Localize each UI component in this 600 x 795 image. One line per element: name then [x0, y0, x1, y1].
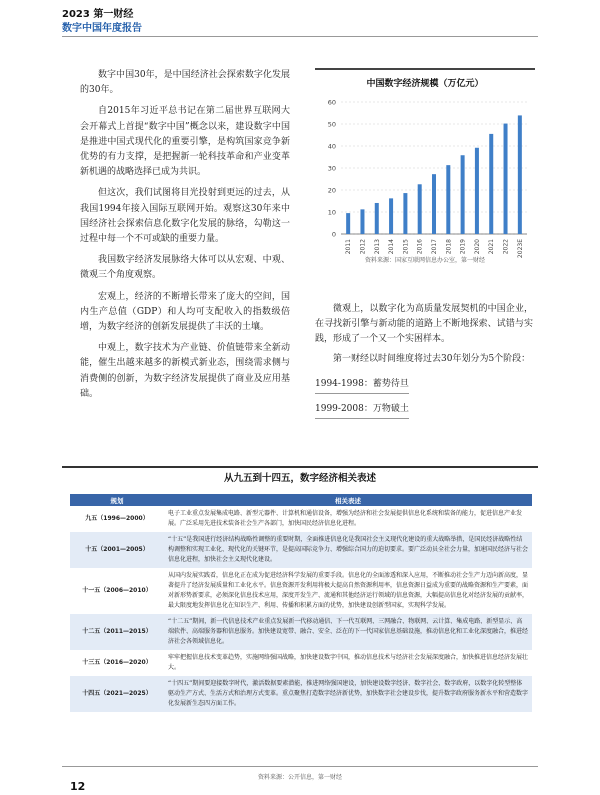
- table-header-row: [70, 494, 532, 506]
- x-tick-label: 2013: [373, 239, 381, 255]
- bar: [461, 155, 465, 234]
- bar: [375, 203, 379, 234]
- table-row: [70, 568, 532, 614]
- bar: [475, 148, 479, 234]
- table-title: 从九五到十四五，数字经济相关表述: [223, 473, 376, 484]
- left-column: [80, 68, 290, 408]
- y-tick-label: 20: [327, 186, 336, 195]
- bar: [504, 124, 508, 234]
- right-column: [315, 302, 533, 421]
- body-paragraph: 我国数字经济发展脉络大体可以从宏观、中观、微观三个角度观察。: [80, 255, 290, 281]
- chart-top-rule: [315, 68, 535, 70]
- body-paragraph: 宏观上，经济的不断增长带来了庞大的空间，国内生产总值（GDP）和人均可支配收入的指数级倍增，为数字经济的创新发展提供了丰沃的土壤。: [80, 291, 290, 333]
- x-tick-label: 2012: [359, 239, 367, 255]
- stage-item: 1994-1998：蓄势待旦: [315, 377, 409, 394]
- body-paragraph: 第一财经以时间维度将过去30年划分为5个阶段：: [333, 353, 531, 364]
- plan-cell: 十二五（2011—2015）: [70, 614, 164, 650]
- body-paragraph: 自2015年习近平总书记在第二届世界互联网大会开幕式上首提“数字中国”概念以来，建设数字中国是推进中国式现代化的重要引擎，是构筑国家竞争新优势的有力支撑，是把握新一轮科技革命和产业变革新机遇的战略选择已成为共识。: [80, 106, 290, 178]
- x-tick-label: 2023E: [516, 239, 524, 259]
- x-tick-label: 2019: [459, 239, 467, 255]
- bar: [432, 174, 436, 234]
- text-cell: “十二五”期间，新一代信息技术产业重点发展新一代移动通信、下一代互联网、三网融合、物联网、云计算、集成电路、新型显示、高端软件、高端服务器和信息服务。加快建设宽带、融合、安全、泛在的下一代国家信息基础设施，推动信息化和工业化深度融合，推进经济社会各领域信息化。: [164, 614, 532, 650]
- x-tick-label: 2020: [473, 239, 481, 255]
- body-paragraph: 但这次，我们试图将目光投射到更远的过去，从我国1994年接入国际互联网开始。观察这30年来中国经济社会探索信息化数字化发展的脉络，勾勒这一过程中每一个不可或缺的重要力量。: [80, 188, 290, 245]
- plan-cell: 十五（2001—2005）: [70, 532, 164, 568]
- bar: [360, 209, 364, 234]
- table-bottom-rule: [62, 766, 538, 767]
- text-cell: 从国内发展实践看，信息化正在成为促进经济科学发展的重要手段。信息化的全面渗透和深入应用，不断推动社会生产力迈向新高度，显著提升了经济发展质量和工业化水平。信息资源开发利用将极大提高自然资源利用率，信息资源日益成为重要的战略资源和生产要素，面对新形势新要求，必须深化信息技术应用，深度开发生产、流通和其他经济运行领域的信息资源，大幅提高信息化对经济发展的贡献率，最大限度地发挥信息化在知识生产、利用、传播和积累方面的优势，加快建设创新型国家，实现科学发展。: [168, 572, 529, 609]
- y-tick-label: 40: [327, 142, 336, 151]
- x-tick-label: 2022: [502, 239, 510, 255]
- y-tick-label: 30: [327, 164, 336, 173]
- table-row: [70, 676, 532, 712]
- table-row: [70, 614, 532, 650]
- x-tick-label: 2021: [488, 239, 496, 255]
- y-tick-label: 10: [327, 208, 336, 217]
- table-source: 资料来源：公开信息，第一财经: [257, 774, 342, 781]
- bar: [346, 213, 350, 234]
- plan-cell: 十一五（2006—2010）: [82, 587, 152, 594]
- page-number: 12: [70, 780, 86, 793]
- y-tick-label: 50: [327, 120, 336, 129]
- table-top-rule: [62, 466, 538, 468]
- x-tick-label: 2018: [445, 239, 453, 255]
- bar: [403, 193, 407, 234]
- table-row: [70, 532, 532, 568]
- table-row: [70, 650, 532, 676]
- x-tick-label: 2015: [402, 239, 410, 255]
- body-paragraph: 数字中国30年，是中国经济社会探索数字化发展的30年。: [80, 70, 290, 96]
- bar-chart-svg: [315, 90, 535, 270]
- chart-source: 资料来源：国家互联网信息办公室，第一财经: [364, 257, 485, 264]
- bar: [518, 115, 522, 234]
- plan-cell: 十四五（2021—2025）: [70, 676, 164, 712]
- text-cell: 电子工业重点发展集成电路、新型元器件、计算机和通信设备，增强为经济和社会发展提供信息化系统和装备的能力，促进信息产业发展。广泛采用先进技术装备社会生产各部门，加快国民经济信息化进程。: [168, 510, 523, 527]
- bar: [389, 198, 393, 234]
- body-paragraph: 中观上，数字技术为产业链、价值链带来全新动能，催生出越来越多的新模式新业态，围绕需求侧与消费侧的创新，为数字经济发展提供了商业及应用基础。: [80, 343, 290, 399]
- y-tick-label: 0: [331, 230, 336, 239]
- plans-table: [70, 494, 532, 712]
- bar: [446, 165, 450, 234]
- column-header-text: 相关表述: [164, 494, 532, 506]
- text-cell: 牢牢把握信息技术变革趋势，实施网络强国战略，加快建设数字中国，推动信息技术与经济社会发展深度融合，加快推进信息经济发展壮大。: [168, 654, 529, 671]
- digital-economy-chart: [315, 68, 535, 288]
- x-tick-label: 2016: [416, 239, 424, 255]
- publication-year: 2023 第一财经: [62, 9, 134, 20]
- body-paragraph: 微观上，以数字化为高质量发展契机的中国企业，在寻找新引擎与新动能的道路上不断地探索、试错与实践，形成了一个又一个实困样本。: [315, 304, 533, 345]
- y-tick-label: 60: [327, 98, 336, 107]
- text-cell: “十五”是我国进行经济结构战略性调整的重要时期，全面推进信息化是我国社会主义现代化建设的重大战略举措，是国民经济战略性结构调整和实现工业化、现代化的关键环节，是提高国际竞争力、增强综合国力的迫切要求。要广泛动员全社会力量，加速国民经济与社会信息化进程，加快社会主义现代化建设。: [164, 532, 532, 568]
- chart-title: 中国数字经济规模（万亿元）: [366, 79, 484, 89]
- stage-item: 1999-2008：万物破土: [315, 402, 409, 419]
- bar: [489, 134, 493, 234]
- x-tick-label: 2017: [431, 239, 438, 255]
- x-tick-label: 2011: [345, 239, 353, 255]
- bar: [418, 184, 422, 234]
- x-tick-label: 2014: [388, 239, 396, 255]
- table-row: [70, 506, 532, 532]
- publication-subtitle: 数字中国年度报告: [62, 23, 142, 34]
- publication-brand: [62, 8, 142, 36]
- header-divider: [62, 36, 538, 37]
- column-header-plan: 规划: [70, 494, 164, 506]
- plan-cell: 九五（1996—2000）: [85, 515, 149, 522]
- plan-cell: 十三五（2016—2020）: [82, 659, 152, 666]
- text-cell: “十四五”期间要迎接数字时代，激活数据要素潜能，推进网络强国建设，加快建设数字经济、数字社会、数字政府，以数字化转型整体驱动生产方式、生活方式和治理方式变革。重点聚焦打造数字经济新优势，加快数字社会建设步伐，提升数字政府服务新水平和营造数字化发展新生态四方面工作。: [164, 676, 532, 712]
